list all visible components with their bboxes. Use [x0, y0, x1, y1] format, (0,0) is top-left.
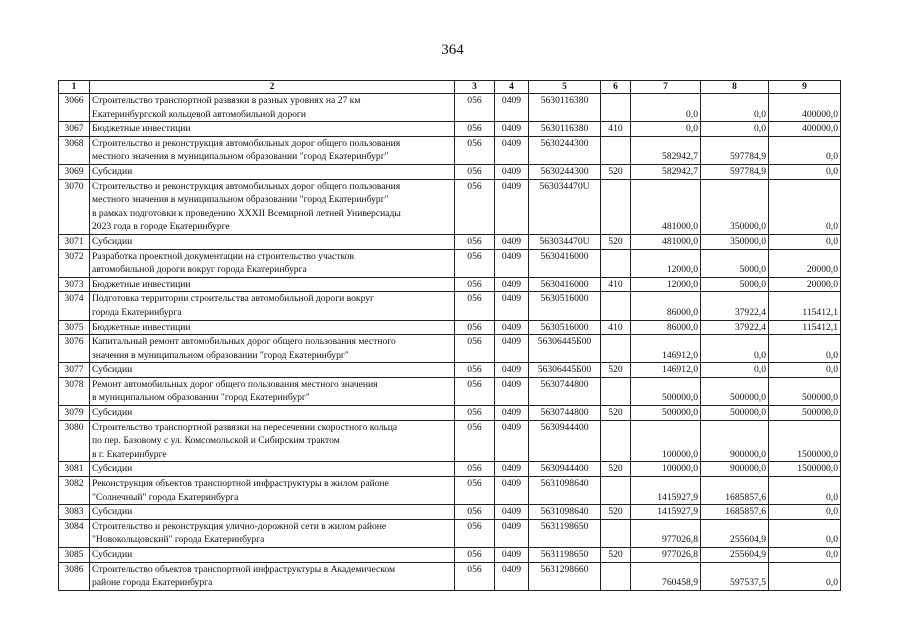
row-number-cell: 3084: [59, 519, 90, 547]
amount-cell: 500000,0: [631, 406, 701, 421]
budget-table: [58, 80, 841, 591]
target-item-cell: 563034470U: [529, 179, 601, 234]
amount-cell: 0,0: [769, 335, 841, 363]
row-number-cell: 3086: [59, 562, 90, 590]
section-cell: 0409: [495, 292, 529, 320]
target-item-cell: 5630416000: [529, 277, 601, 292]
section-cell: 0409: [495, 505, 529, 520]
target-item-cell: 5630244300: [529, 164, 601, 179]
amount-cell: 1685857,6: [701, 505, 769, 520]
row-name-cell: Строительство и реконструкция автомобильных дорог общего пользования местного значения в муниципальном образовании "город Екатеринбург" в рамках подготовки к проведению XXXII Всемирной летней Универсиады 2023 года в городе Екатеринбурге: [90, 179, 455, 234]
row-name-cell: Субсидии: [90, 363, 455, 378]
row-number-cell: 3071: [59, 234, 90, 249]
row-number-cell: 3073: [59, 277, 90, 292]
section-cell: 0409: [495, 363, 529, 378]
expense-type-cell: [601, 377, 631, 405]
code-cell: 056: [455, 320, 495, 335]
code-cell: 056: [455, 505, 495, 520]
section-cell: 0409: [495, 179, 529, 234]
row-number-cell: 3079: [59, 406, 90, 421]
column-header: 6: [601, 81, 631, 94]
section-cell: 0409: [495, 136, 529, 164]
amount-cell: 597537,5: [701, 562, 769, 590]
expense-type-cell: [601, 420, 631, 462]
amount-cell: 1500000,0: [769, 462, 841, 477]
amount-cell: 760458,9: [631, 562, 701, 590]
column-header: 8: [701, 81, 769, 94]
table-row: [59, 277, 841, 292]
target-item-cell: 5630116380: [529, 94, 601, 122]
table-row: [59, 249, 841, 277]
amount-cell: 977026,8: [631, 548, 701, 563]
amount-cell: 582942,7: [631, 136, 701, 164]
column-header: 7: [631, 81, 701, 94]
amount-cell: 146912,0: [631, 363, 701, 378]
table-row: [59, 548, 841, 563]
table-row: [59, 136, 841, 164]
code-cell: 056: [455, 292, 495, 320]
amount-cell: 500000,0: [631, 377, 701, 405]
target-item-cell: 5630944400: [529, 462, 601, 477]
amount-cell: 0,0: [769, 562, 841, 590]
row-name-cell: Субсидии: [90, 462, 455, 477]
section-cell: 0409: [495, 164, 529, 179]
code-cell: 056: [455, 234, 495, 249]
section-cell: 0409: [495, 406, 529, 421]
target-item-cell: 5630744800: [529, 377, 601, 405]
amount-cell: 86000,0: [631, 292, 701, 320]
amount-cell: 5000,0: [701, 249, 769, 277]
amount-cell: 0,0: [701, 363, 769, 378]
row-name-cell: Подготовка территории строительства автомобильной дороги вокруг города Екатеринбурга: [90, 292, 455, 320]
amount-cell: 400000,0: [769, 122, 841, 137]
amount-cell: 900000,0: [701, 420, 769, 462]
code-cell: 056: [455, 122, 495, 137]
amount-cell: 0,0: [701, 94, 769, 122]
row-name-cell: Ремонт автомобильных дорог общего пользования местного значения в муниципальном образовании "город Екатеринбург": [90, 377, 455, 405]
target-item-cell: 5630944400: [529, 420, 601, 462]
row-name-cell: Реконструкция объектов транспортной инфраструктуры в жилом районе "Солнечный" города Екатеринбурга: [90, 477, 455, 505]
amount-cell: 115412,1: [769, 320, 841, 335]
target-item-cell: 5630744800: [529, 406, 601, 421]
amount-cell: 86000,0: [631, 320, 701, 335]
section-cell: 0409: [495, 477, 529, 505]
target-item-cell: 5631098640: [529, 505, 601, 520]
expense-type-cell: [601, 477, 631, 505]
section-cell: 0409: [495, 249, 529, 277]
amount-cell: 0,0: [631, 94, 701, 122]
row-name-cell: Строительство транспортной развязки на пересечении скоростного кольца по пер. Базовому с ул. Комсомольской и Сибирским трактом в г. Екатеринбурге: [90, 420, 455, 462]
amount-cell: 146912,0: [631, 335, 701, 363]
expense-type-cell: 410: [601, 320, 631, 335]
expense-type-cell: [601, 292, 631, 320]
target-item-cell: 5630244300: [529, 136, 601, 164]
row-number-cell: 3069: [59, 164, 90, 179]
section-cell: 0409: [495, 335, 529, 363]
column-header: 9: [769, 81, 841, 94]
expense-type-cell: [601, 136, 631, 164]
row-name-cell: Субсидии: [90, 406, 455, 421]
amount-cell: 977026,8: [631, 519, 701, 547]
expense-type-cell: 520: [601, 234, 631, 249]
section-cell: 0409: [495, 94, 529, 122]
section-cell: 0409: [495, 548, 529, 563]
amount-cell: 0,0: [769, 136, 841, 164]
row-number-cell: 3066: [59, 94, 90, 122]
amount-cell: 0,0: [769, 164, 841, 179]
code-cell: 056: [455, 136, 495, 164]
code-cell: 056: [455, 562, 495, 590]
row-number-cell: 3072: [59, 249, 90, 277]
expense-type-cell: [601, 562, 631, 590]
table-row: [59, 519, 841, 547]
expense-type-cell: 520: [601, 164, 631, 179]
section-cell: 0409: [495, 320, 529, 335]
row-number-cell: 3080: [59, 420, 90, 462]
amount-cell: 500000,0: [701, 377, 769, 405]
amount-cell: 1415927,9: [631, 477, 701, 505]
amount-cell: 500000,0: [769, 377, 841, 405]
amount-cell: 597784,9: [701, 164, 769, 179]
amount-cell: 0,0: [769, 505, 841, 520]
row-number-cell: 3075: [59, 320, 90, 335]
row-name-cell: Бюджетные инвестиции: [90, 320, 455, 335]
target-item-cell: 5630516000: [529, 292, 601, 320]
code-cell: 056: [455, 377, 495, 405]
amount-cell: 0,0: [769, 548, 841, 563]
expense-type-cell: 520: [601, 406, 631, 421]
amount-cell: 100000,0: [631, 420, 701, 462]
amount-cell: 0,0: [701, 122, 769, 137]
expense-type-cell: 520: [601, 548, 631, 563]
target-item-cell: 5631198650: [529, 548, 601, 563]
amount-cell: 100000,0: [631, 462, 701, 477]
code-cell: 056: [455, 164, 495, 179]
table-row: [59, 505, 841, 520]
row-number-cell: 3070: [59, 179, 90, 234]
table-body: [59, 94, 841, 591]
expense-type-cell: [601, 335, 631, 363]
target-item-cell: 5630416000: [529, 249, 601, 277]
row-name-cell: Субсидии: [90, 234, 455, 249]
table-row: [59, 320, 841, 335]
row-number-cell: 3074: [59, 292, 90, 320]
row-number-cell: 3067: [59, 122, 90, 137]
header-row: [59, 81, 841, 94]
section-cell: 0409: [495, 122, 529, 137]
amount-cell: 20000,0: [769, 277, 841, 292]
target-item-cell: 5630516000: [529, 320, 601, 335]
table-row: [59, 363, 841, 378]
row-name-cell: Субсидии: [90, 548, 455, 563]
row-name-cell: Строительство транспортной развязки в разных уровнях на 27 км Екатеринбургской кольцевой автомобильной дороги: [90, 94, 455, 122]
amount-cell: 115412,1: [769, 292, 841, 320]
amount-cell: 597784,9: [701, 136, 769, 164]
expense-type-cell: 520: [601, 363, 631, 378]
row-number-cell: 3082: [59, 477, 90, 505]
target-item-cell: 5631298660: [529, 562, 601, 590]
target-item-cell: 5630116380: [529, 122, 601, 137]
amount-cell: 12000,0: [631, 249, 701, 277]
amount-cell: 1415927,9: [631, 505, 701, 520]
code-cell: 056: [455, 548, 495, 563]
column-header: 2: [90, 81, 455, 94]
table-row: [59, 164, 841, 179]
row-name-cell: Строительство и реконструкция автомобильных дорог общего пользования местного значения в муниципальном образовании "город Екатеринбург": [90, 136, 455, 164]
amount-cell: 0,0: [769, 519, 841, 547]
row-number-cell: 3077: [59, 363, 90, 378]
amount-cell: 1685857,6: [701, 477, 769, 505]
amount-cell: 0,0: [769, 234, 841, 249]
amount-cell: 350000,0: [701, 234, 769, 249]
target-item-cell: 5631098640: [529, 477, 601, 505]
amount-cell: 900000,0: [701, 462, 769, 477]
row-name-cell: Разработка проектной документации на строительство участков автомобильной дороги вокруг города Екатеринбурга: [90, 249, 455, 277]
expense-type-cell: [601, 94, 631, 122]
row-name-cell: Строительство и реконструкция улично-дорожной сети в жилом районе "Новокольцовский" города Екатеринбурга: [90, 519, 455, 547]
code-cell: 056: [455, 94, 495, 122]
amount-cell: 5000,0: [701, 277, 769, 292]
row-number-cell: 3076: [59, 335, 90, 363]
row-number-cell: 3085: [59, 548, 90, 563]
section-cell: 0409: [495, 519, 529, 547]
row-name-cell: Субсидии: [90, 164, 455, 179]
code-cell: 056: [455, 179, 495, 234]
amount-cell: 481000,0: [631, 179, 701, 234]
row-name-cell: Бюджетные инвестиции: [90, 122, 455, 137]
amount-cell: 0,0: [769, 363, 841, 378]
amount-cell: 0,0: [701, 335, 769, 363]
row-number-cell: 3078: [59, 377, 90, 405]
amount-cell: 255604,9: [701, 519, 769, 547]
table-row: [59, 335, 841, 363]
target-item-cell: 56306445Б00: [529, 363, 601, 378]
row-name-cell: Бюджетные инвестиции: [90, 277, 455, 292]
table-row: [59, 406, 841, 421]
amount-cell: 582942,7: [631, 164, 701, 179]
amount-cell: 481000,0: [631, 234, 701, 249]
section-cell: 0409: [495, 234, 529, 249]
amount-cell: 350000,0: [701, 179, 769, 234]
code-cell: 056: [455, 519, 495, 547]
amount-cell: 1500000,0: [769, 420, 841, 462]
code-cell: 056: [455, 363, 495, 378]
amount-cell: 500000,0: [701, 406, 769, 421]
table-row: [59, 292, 841, 320]
expense-type-cell: [601, 249, 631, 277]
column-header: 5: [529, 81, 601, 94]
expense-type-cell: 520: [601, 505, 631, 520]
amount-cell: 37922,4: [701, 292, 769, 320]
code-cell: 056: [455, 277, 495, 292]
amount-cell: 500000,0: [769, 406, 841, 421]
page-number: 364: [441, 42, 464, 58]
expense-type-cell: [601, 179, 631, 234]
target-item-cell: 5631198650: [529, 519, 601, 547]
section-cell: 0409: [495, 462, 529, 477]
table-row: [59, 179, 841, 234]
code-cell: 056: [455, 477, 495, 505]
code-cell: 056: [455, 420, 495, 462]
code-cell: 056: [455, 462, 495, 477]
section-cell: 0409: [495, 277, 529, 292]
target-item-cell: 56306445Б00: [529, 335, 601, 363]
table-row: [59, 377, 841, 405]
amount-cell: 12000,0: [631, 277, 701, 292]
amount-cell: 0,0: [631, 122, 701, 137]
expense-type-cell: 410: [601, 277, 631, 292]
expense-type-cell: [601, 519, 631, 547]
row-name-cell: Субсидии: [90, 505, 455, 520]
code-cell: 056: [455, 406, 495, 421]
table-row: [59, 562, 841, 590]
amount-cell: 0,0: [769, 477, 841, 505]
row-number-cell: 3081: [59, 462, 90, 477]
table-row: [59, 122, 841, 137]
expense-type-cell: 410: [601, 122, 631, 137]
amount-cell: 37922,4: [701, 320, 769, 335]
code-cell: 056: [455, 335, 495, 363]
column-header: 4: [495, 81, 529, 94]
row-name-cell: Строительство объектов транспортной инфраструктуры в Академическом районе города Екатеринбурга: [90, 562, 455, 590]
row-number-cell: 3068: [59, 136, 90, 164]
target-item-cell: 563034470U: [529, 234, 601, 249]
amount-cell: 20000,0: [769, 249, 841, 277]
section-cell: 0409: [495, 420, 529, 462]
table-row: [59, 462, 841, 477]
column-header: 3: [455, 81, 495, 94]
section-cell: 0409: [495, 377, 529, 405]
column-header: 1: [59, 81, 90, 94]
code-cell: 056: [455, 249, 495, 277]
expense-type-cell: 520: [601, 462, 631, 477]
row-name-cell: Капитальный ремонт автомобильных дорог общего пользования местного значения в муниципальном образовании "город Екатеринбург": [90, 335, 455, 363]
amount-cell: 255604,9: [701, 548, 769, 563]
table-row: [59, 477, 841, 505]
table-row: [59, 234, 841, 249]
table-row: [59, 420, 841, 462]
section-cell: 0409: [495, 562, 529, 590]
amount-cell: 400000,0: [769, 94, 841, 122]
table-row: [59, 94, 841, 122]
amount-cell: 0,0: [769, 179, 841, 234]
row-number-cell: 3083: [59, 505, 90, 520]
